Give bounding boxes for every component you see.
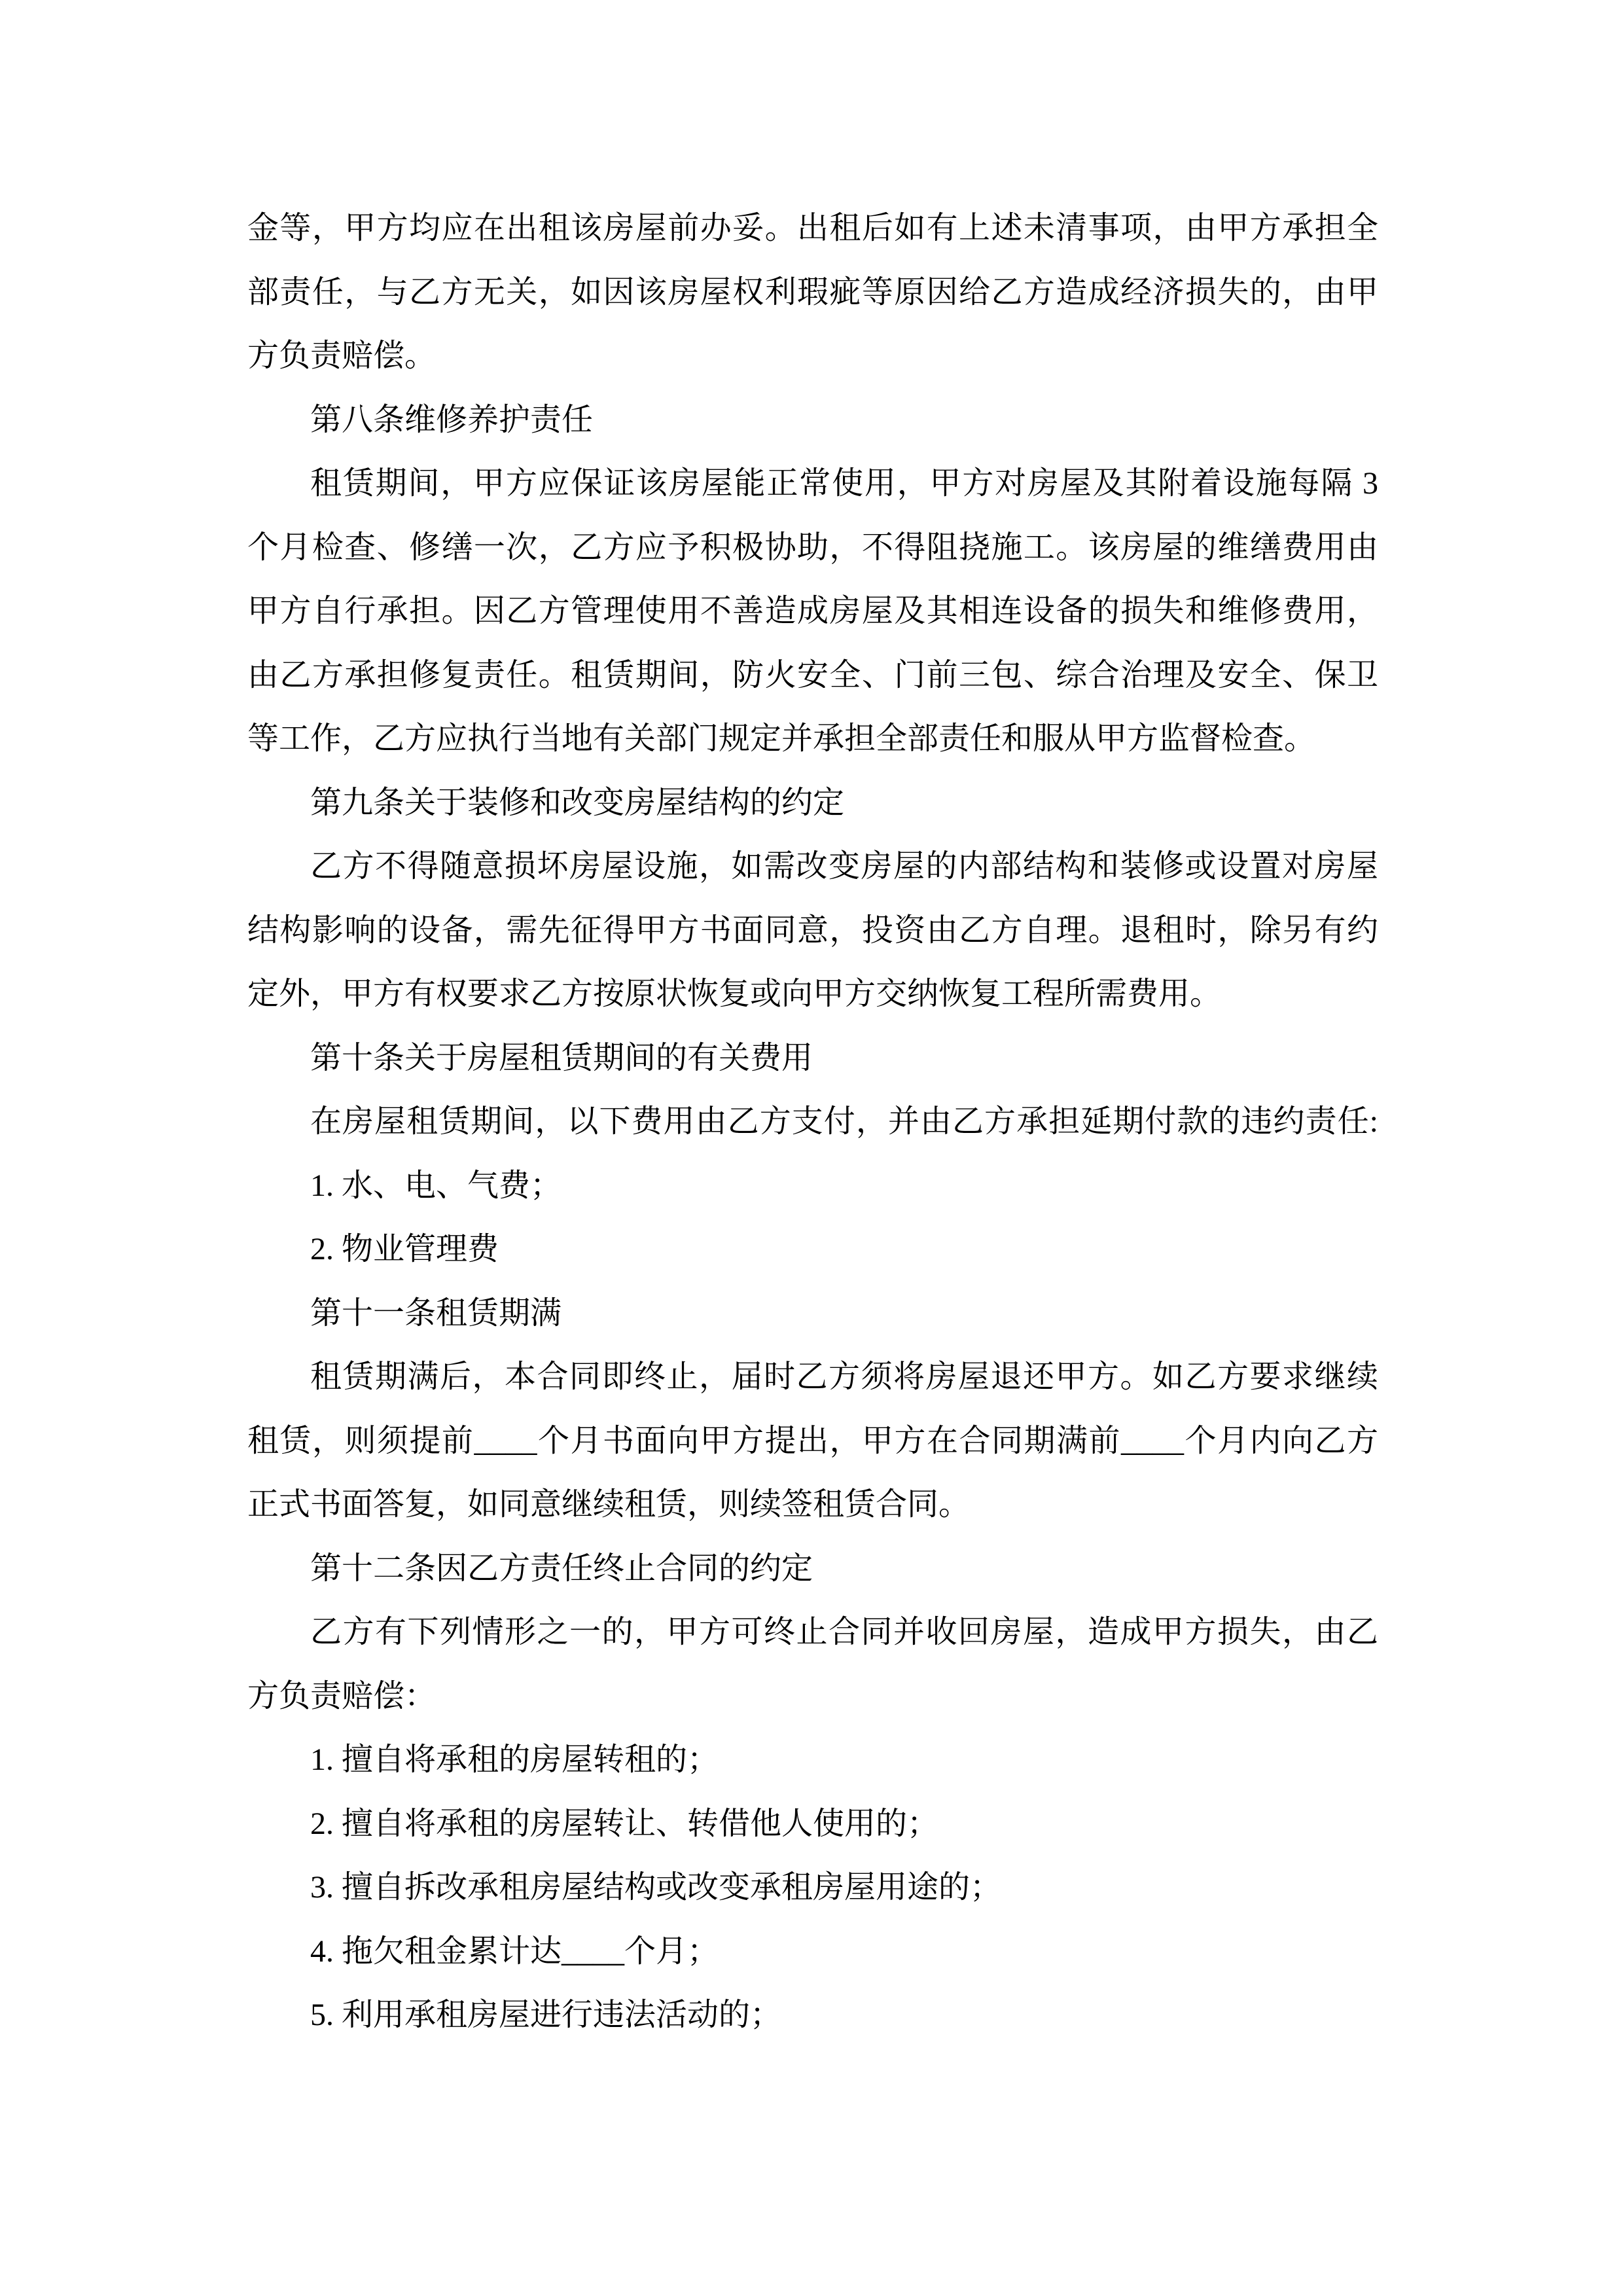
contract-line: 租赁期满后，本合同即终止，届时乙方须将房屋退还甲方。如乙方要求继续 xyxy=(310,1359,1378,1394)
contract-line: 结构影响的设备，需先征得甲方书面同意，投资由乙方自理。退租时，除另有约 xyxy=(247,912,1378,948)
contract-section-heading: 第十二条因乙方责任终止合同的约定 xyxy=(310,1551,813,1586)
contract-line: 等工作，乙方应执行当地有关部门规定并承担全部责任和服从甲方监督检查。 xyxy=(247,721,1316,756)
contract-text-block xyxy=(247,196,1378,2047)
contract-line: 乙方不得随意损坏房屋设施，如需改变房屋的内部结构和装修或设置对房屋 xyxy=(310,849,1378,884)
contract-line: 甲方自行承担。因乙方管理使用不善造成房屋及其相连设备的损失和维修费用， xyxy=(247,594,1378,628)
contract-line: 个月检查、修缮一次，乙方应予积极协助，不得阻挠施工。该房屋的维缮费用由 xyxy=(247,529,1378,565)
contract-line: 租赁期间，甲方应保证该房屋能正常使用，甲方对房屋及其附着设施每隔 3 xyxy=(310,466,1378,501)
contract-list-item: 3. 擅自拆改承租房屋结构或改变承租房屋用途的； xyxy=(310,1870,1002,1905)
contract-list-item: 5. 利用承租房屋进行违法活动的； xyxy=(310,1998,782,2032)
contract-line: 金等，甲方均应在出租该房屋前办妥。出租后如有上述未清事项，由甲方承担全 xyxy=(247,211,1378,245)
contract-line: 在房屋租赁期间，以下费用由乙方支付，并由乙方承担延期付款的违约责任: xyxy=(310,1104,1378,1139)
contract-line: 租赁，则须提前____个月书面向甲方提出，甲方在合同期满前____个月内向乙方 xyxy=(247,1423,1378,1458)
contract-line: 方负责赔偿： xyxy=(247,1678,437,1713)
contract-line: 由乙方承担修复责任。租赁期间，防火安全、门前三包、综合治理及安全、保卫 xyxy=(247,657,1378,692)
contract-line: 正式书面答复，如同意继续租赁，则续签租赁合同。 xyxy=(247,1487,971,1522)
contract-section-heading: 第八条维修养护责任 xyxy=(310,402,594,437)
contract-section-heading: 第十一条租赁期满 xyxy=(310,1295,562,1331)
contract-list-item: 2. 物业管理费 xyxy=(310,1232,499,1266)
contract-list-item: 4. 拖欠租金累计达____个月； xyxy=(310,1933,719,1969)
contract-line: 部责任，与乙方无关，如因该房屋权利瑕疵等原因给乙方造成经济损失的，由甲 xyxy=(247,274,1378,310)
contract-list-item: 2. 擅自将承租的房屋转让、转借他人使用的； xyxy=(310,1806,939,1841)
contract-section-heading: 第十条关于房屋租赁期间的有关费用 xyxy=(310,1040,813,1075)
contract-line: 方负责赔偿。 xyxy=(247,338,437,373)
contract-section-heading: 第九条关于装修和改变房屋结构的约定 xyxy=(310,785,845,820)
contract-list-item: 1. 擅自将承租的房屋转租的； xyxy=(310,1742,719,1777)
contract-line: 乙方有下列情形之一的，甲方可终止合同并收回房屋，造成甲方损失，由乙 xyxy=(310,1615,1378,1649)
contract-list-item: 1. 水、电、气费； xyxy=(310,1168,562,1203)
contract-line: 定外，甲方有权要求乙方按原状恢复或向甲方交纳恢复工程所需费用。 xyxy=(247,977,1222,1011)
